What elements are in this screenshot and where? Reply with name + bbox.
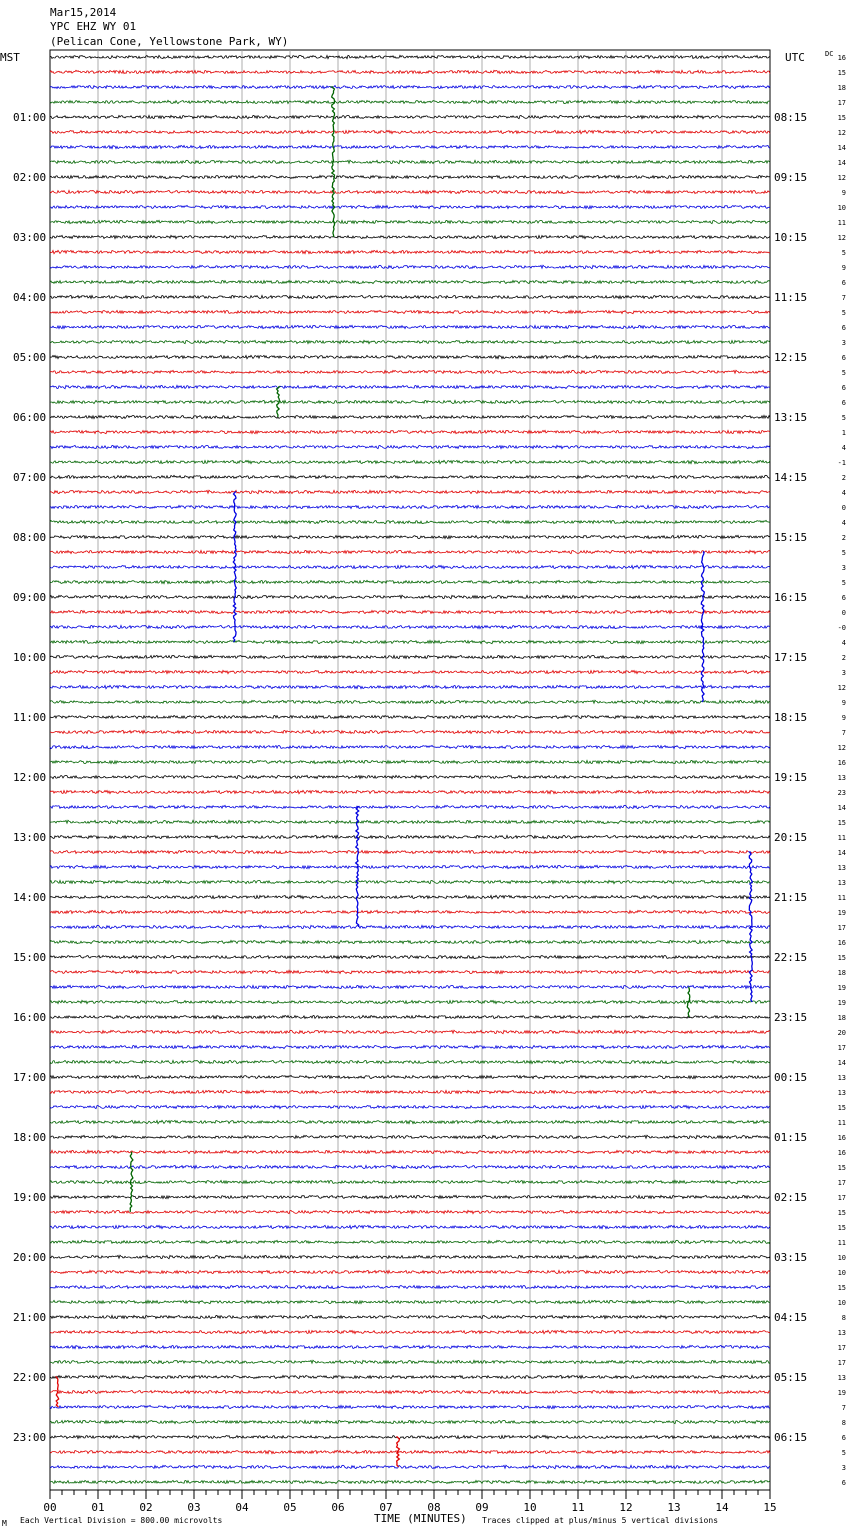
trace-line-61 [50,970,770,973]
trace-line-76 [50,1195,770,1198]
x-tick-label: 02 [139,1501,153,1514]
left-hour-label: 20:00 [13,1251,47,1264]
left-hour-label: 09:00 [13,591,47,604]
trace-line-59 [50,940,770,943]
dc-offset-label: 0 [841,609,846,617]
x-axis [43,1490,776,1514]
right-hour-label: 05:15 [774,1371,808,1384]
x-tick-label: 12 [619,1501,633,1514]
left-hour-label: 19:00 [13,1191,47,1204]
trace-line-44 [50,715,770,718]
dc-offset-label: 5 [841,309,846,317]
trace-line-46 [50,745,770,748]
trace-line-66 [50,1045,770,1048]
trace-line-72 [50,1135,770,1138]
trace-line-43 [50,700,770,703]
trace-line-41 [50,670,770,673]
x-tick-label: 01 [91,1501,105,1514]
dc-offset-label: 19 [837,1389,846,1397]
trace-line-52 [50,835,770,838]
left-hour-label: 12:00 [13,771,47,784]
trace-line-47 [50,760,770,763]
dc-offset-label: 15 [837,1209,846,1217]
right-hour-label: 08:15 [774,111,808,124]
right-hour-label: 10:15 [774,231,808,244]
dc-offset-label: 5 [841,549,846,557]
trace-line-83 [50,1300,770,1303]
trace-line-58 [50,925,770,928]
dc-offset-label: 13 [837,879,846,887]
right-hour-label: 11:15 [774,291,808,304]
trace-line-77 [50,1210,770,1213]
trace-line-21 [50,370,770,373]
trace-line-87 [50,1360,770,1363]
right-hour-label: 03:15 [774,1251,808,1264]
trace-line-34 [50,565,770,568]
trace-line-24 [50,415,770,418]
dc-offset-label: 2 [841,654,846,662]
dc-offset-label: 5 [841,369,846,377]
trace-line-50 [50,805,770,808]
trace-line-1 [50,70,770,73]
dc-offset-label: 16 [837,54,846,62]
dc-offset-label: 5 [841,1449,846,1457]
dc-offset-label: -1 [837,459,846,467]
trace-line-71 [50,1120,770,1123]
trace-line-74 [50,1165,770,1168]
right-hour-label: 21:15 [774,891,808,904]
trace-line-79 [50,1240,770,1243]
dc-offset-label: 19 [837,984,846,992]
trace-line-9 [50,190,770,193]
dc-offset-label: 17 [837,1179,846,1187]
x-tick-label: 06 [331,1501,345,1514]
left-hour-label: 15:00 [13,951,47,964]
dc-offset-label: 14 [837,849,846,857]
dc-offset-label: 14 [837,144,846,152]
trace-line-53 [50,850,770,853]
trace-line-0 [50,55,770,58]
trace-line-31 [50,520,770,523]
dc-offset-label: 11 [837,1239,846,1247]
right-hour-label: 00:15 [774,1071,808,1084]
dc-offset-label: 14 [837,1059,846,1067]
trace-line-57 [50,910,770,913]
dc-offset-label: 15 [837,819,846,827]
dc-offset-label: 17 [837,1044,846,1052]
left-hour-label: 17:00 [13,1071,47,1084]
dc-offset-label: 4 [841,639,846,647]
trace-line-2 [50,86,770,89]
right-hour-label: 22:15 [774,951,808,964]
trace-line-36 [50,595,770,598]
trace-line-48 [50,775,770,778]
trace-line-45 [50,730,770,733]
trace-line-26 [50,445,770,448]
dc-offset-label: 17 [837,1344,846,1352]
trace-line-85 [50,1330,770,1333]
trace-line-92 [50,1435,770,1438]
trace-line-88 [50,1375,770,1378]
dc-offset-label: 4 [841,444,846,452]
dc-offset-labels [838,54,846,1487]
dc-offset-label: 6 [841,324,846,332]
dc-offset-label: 20 [837,1029,846,1037]
dc-offset-label: 17 [837,924,846,932]
dc-offset-label: 13 [837,1329,846,1337]
dc-offset-label: 1 [841,429,846,437]
trace-line-16 [50,295,770,298]
dc-offset-label: 14 [837,159,846,167]
x-axis-title: TIME (MINUTES) [374,1512,467,1525]
trace-line-30 [50,505,770,508]
trace-line-27 [50,460,770,463]
trace-line-90 [50,1405,770,1408]
trace-line-55 [50,880,770,883]
trace-line-67 [50,1060,770,1063]
right-hour-label: 12:15 [774,351,808,364]
trace-line-29 [50,490,770,493]
left-hour-label: 11:00 [13,711,47,724]
trace-line-49 [50,790,770,793]
left-hour-label: 04:00 [13,291,47,304]
x-tick-label: 09 [475,1501,489,1514]
x-tick-label: 11 [571,1501,585,1514]
trace-line-6 [50,145,770,148]
dc-offset-label: 5 [841,414,846,422]
dc-offset-label: 8 [841,1314,846,1322]
trace-line-69 [50,1090,770,1093]
trace-line-68 [50,1075,770,1078]
right-hour-label: 23:15 [774,1011,808,1024]
trace-line-15 [50,280,770,283]
dc-offset-label: 12 [837,234,846,242]
right-hour-label: 01:15 [774,1131,808,1144]
trace-line-78 [50,1225,770,1228]
dc-offset-label: 7 [841,729,846,737]
dc-offset-label: 16 [837,1149,846,1157]
trace-line-38 [50,625,770,628]
dc-offset-label: 11 [837,834,846,842]
trace-line-14 [50,265,770,268]
left-hour-label: 07:00 [13,471,47,484]
right-hour-label: 14:15 [774,471,808,484]
dc-offset-label: 19 [837,909,846,917]
scale-mark: M [2,1519,7,1528]
trace-line-39 [50,640,770,643]
dc-offset-label: 9 [841,264,846,272]
dc-offset-label: 15 [837,954,846,962]
left-timezone-label: MST [0,51,20,64]
dc-offset-label: 5 [841,249,846,257]
right-hour-label: 20:15 [774,831,808,844]
right-hour-label: 06:15 [774,1431,808,1444]
dc-offset-label: 6 [841,399,846,407]
right-hour-label: 16:15 [774,591,808,604]
dc-offset-label: 15 [837,1284,846,1292]
dc-offset-label: 6 [841,279,846,287]
event-spike-5 [130,1152,133,1212]
right-hour-label: 17:15 [774,651,808,664]
trace-line-82 [50,1285,770,1288]
dc-offset-label: 3 [841,339,846,347]
left-hour-label: 18:00 [13,1131,47,1144]
trace-line-42 [50,685,770,688]
trace-line-7 [50,160,770,163]
dc-offset-label: 12 [837,684,846,692]
trace-line-73 [50,1150,770,1153]
trace-line-33 [50,550,770,553]
dc-offset-label: 2 [841,474,846,482]
dc-offset-label: 7 [841,294,846,302]
trace-line-32 [50,535,770,538]
dc-offset-label: 13 [837,1374,846,1382]
x-tick-label: 15 [763,1501,777,1514]
trace-line-95 [50,1480,770,1483]
trace-line-17 [50,310,770,313]
left-hour-label: 23:00 [13,1431,47,1444]
dc-offset-label: 10 [837,1254,846,1262]
dc-offset-label: 6 [841,384,846,392]
trace-line-25 [50,430,770,433]
dc-offset-label: 3 [841,1464,846,1472]
trace-line-93 [50,1450,770,1453]
trace-line-84 [50,1315,770,1318]
left-hour-label: 05:00 [13,351,47,364]
dc-offset-label: 7 [841,1404,846,1412]
trace-line-51 [50,820,770,823]
right-hour-label: 19:15 [774,771,808,784]
trace-line-40 [50,655,770,658]
trace-line-94 [50,1465,770,1468]
dc-offset-label: 6 [841,1434,846,1442]
left-hour-label: 14:00 [13,891,47,904]
right-hour-labels [774,111,807,1444]
right-hour-label: 15:15 [774,531,808,544]
dc-offset-label: 23 [837,789,846,797]
dc-offset-label: 3 [841,564,846,572]
trace-line-65 [50,1030,770,1033]
dc-offset-label: 4 [841,519,846,527]
x-tick-label: 04 [235,1501,249,1514]
trace-line-81 [50,1270,770,1273]
trace-line-4 [50,115,770,118]
dc-offset-label: 16 [837,1134,846,1142]
dc-offset-label: 15 [837,114,846,122]
right-hour-label: 18:15 [774,711,808,724]
dc-offset-label: 12 [837,129,846,137]
trace-line-35 [50,580,770,583]
event-spike-7 [56,1377,59,1407]
dc-offset-label: 18 [837,969,846,977]
dc-offset-label: 11 [837,894,846,902]
trace-line-86 [50,1345,770,1348]
dc-offset-label: 13 [837,864,846,872]
x-tick-label: 08 [427,1501,441,1514]
station-label: YPC EHZ WY 01 [50,20,137,33]
dc-offset-label: 17 [837,1194,846,1202]
dc-offset-label: 15 [837,1104,846,1112]
dc-offset-label: 6 [841,594,846,602]
dc-offset-label: 9 [841,714,846,722]
dc-offset-label: 6 [841,354,846,362]
dc-offset-label: 18 [837,84,846,92]
right-hour-label: 09:15 [774,171,808,184]
trace-line-22 [50,385,770,388]
trace-line-70 [50,1105,770,1108]
left-hour-label: 02:00 [13,171,47,184]
trace-line-3 [50,100,770,103]
trace-line-63 [50,1000,770,1003]
trace-group [50,55,770,1483]
x-tick-label: 05 [283,1501,297,1514]
right-timezone-label: UTC [785,51,805,64]
dc-offset-label: 2 [841,534,846,542]
trace-line-19 [50,340,770,343]
dc-offset-label: 8 [841,1419,846,1427]
left-hour-label: 13:00 [13,831,47,844]
trace-line-64 [50,1015,770,1018]
dc-offset-label: 15 [837,1224,846,1232]
trace-line-23 [50,400,770,403]
dc-offset-label: 4 [841,489,846,497]
dc-offset-label: 9 [841,699,846,707]
x-tick-label: 07 [379,1501,393,1514]
dc-column-header: DC [825,50,834,58]
dc-offset-label: 9 [841,189,846,197]
dc-offset-label: 15 [837,1164,846,1172]
dc-offset-label: 12 [837,744,846,752]
trace-line-80 [50,1255,770,1258]
left-hour-label: 03:00 [13,231,47,244]
dc-offset-label: 13 [837,1089,846,1097]
x-tick-label: 13 [667,1501,681,1514]
left-hour-label: 06:00 [13,411,47,424]
trace-line-56 [50,895,770,898]
dc-offset-label: 11 [837,1119,846,1127]
dc-offset-label: 16 [837,759,846,767]
dc-offset-label: 6 [841,1479,846,1487]
clip-text: Traces clipped at plus/minus 5 vertical divisions [482,1516,719,1525]
dc-offset-label: 10 [837,1269,846,1277]
trace-line-5 [50,130,770,133]
trace-line-62 [50,985,770,988]
dc-offset-label: 12 [837,174,846,182]
dc-offset-label: 10 [837,204,846,212]
right-hour-label: 13:15 [774,411,808,424]
dc-offset-label: 13 [837,1074,846,1082]
dc-offset-label: 13 [837,774,846,782]
left-hour-label: 08:00 [13,531,47,544]
trace-line-18 [50,325,770,328]
trace-line-13 [50,250,770,253]
trace-line-37 [50,610,770,613]
trace-line-10 [50,205,770,208]
date-label: Mar15,2014 [50,6,117,19]
left-hour-labels [13,111,46,1444]
dc-offset-label: 17 [837,99,846,107]
trace-line-28 [50,475,770,478]
trace-line-12 [50,235,770,238]
dc-offset-label: 19 [837,999,846,1007]
x-tick-label: 14 [715,1501,729,1514]
location-label: (Pelican Cone, Yellowstone Park, WY) [50,35,289,48]
trace-line-54 [50,865,770,868]
left-hour-label: 10:00 [13,651,47,664]
right-hour-label: 02:15 [774,1191,808,1204]
dc-offset-label: 10 [837,1299,846,1307]
dc-offset-label: 17 [837,1359,846,1367]
trace-line-11 [50,220,770,223]
dc-offset-label: 14 [837,804,846,812]
left-hour-label: 21:00 [13,1311,47,1324]
dc-offset-label: 0 [841,504,846,512]
trace-line-8 [50,175,770,178]
dc-offset-label: 11 [837,219,846,227]
trace-line-91 [50,1420,770,1423]
dc-offset-label: 15 [837,69,846,77]
dc-offset-label: 18 [837,1014,846,1022]
x-tick-label: 00 [43,1501,57,1514]
dc-offset-label: -0 [837,624,846,632]
right-hour-label: 04:15 [774,1311,808,1324]
trace-line-60 [50,956,770,959]
dc-offset-label: 16 [837,939,846,947]
left-hour-label: 22:00 [13,1371,47,1384]
dc-offset-label: 5 [841,579,846,587]
trace-line-89 [50,1390,770,1393]
x-tick-label: 10 [523,1501,537,1514]
scale-text: Each Vertical Division = 800.00 microvolts [20,1516,223,1525]
trace-line-75 [50,1180,770,1183]
dc-offset-label: 3 [841,669,846,677]
left-hour-label: 01:00 [13,111,47,124]
x-tick-label: 03 [187,1501,201,1514]
trace-line-20 [50,355,770,358]
left-hour-label: 16:00 [13,1011,47,1024]
